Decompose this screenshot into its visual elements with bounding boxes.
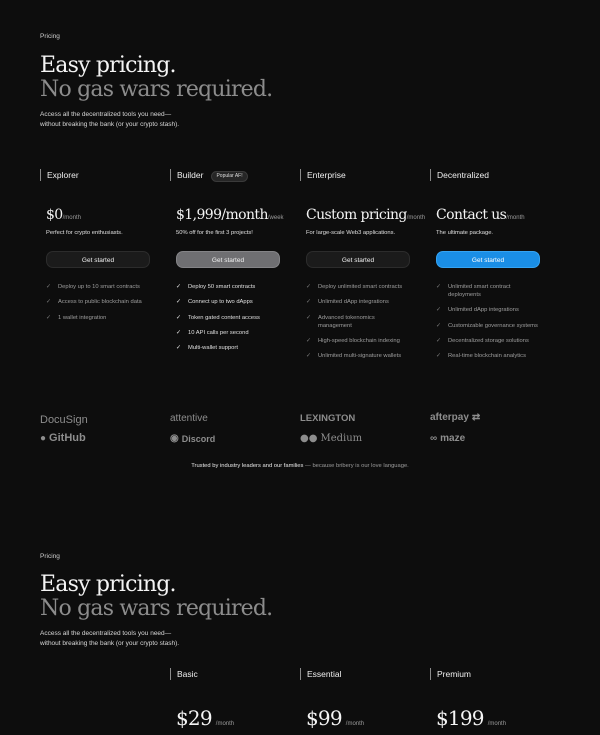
price-period: /month bbox=[487, 721, 507, 727]
feature-text: Unlimited multi-signature wallets bbox=[318, 353, 402, 360]
trusted-strong: Trusted by industry leaders and our families bbox=[191, 463, 304, 469]
price-amount: $1,999/month bbox=[176, 207, 268, 223]
feature-text: Real-time blockchain analytics bbox=[448, 353, 526, 360]
feature-text: Token gated content access bbox=[188, 314, 260, 321]
check-icon: ✓ bbox=[306, 337, 312, 344]
price-amount: Contact us bbox=[436, 207, 507, 223]
plan-name: Premium bbox=[430, 668, 471, 680]
plan-price bbox=[176, 706, 234, 730]
check-icon: ✓ bbox=[436, 284, 442, 290]
check-icon: ✓ bbox=[436, 307, 442, 314]
lexington-logo: LEXINGTON bbox=[300, 413, 356, 424]
discord-icon: ◉ bbox=[170, 433, 179, 444]
eyebrow-label: Pricing bbox=[40, 33, 60, 40]
price-amount: Custom pricing bbox=[306, 207, 407, 223]
check-icon: ✓ bbox=[436, 322, 442, 329]
feature-text: Connect up to two dApps bbox=[188, 299, 253, 306]
medium-icon: ●● bbox=[300, 433, 318, 444]
check-icon: ✓ bbox=[176, 284, 182, 290]
feature-text: Unlimited dApp integrations bbox=[318, 299, 389, 306]
afterpay-wordmark: afterpay bbox=[430, 412, 469, 423]
check-icon: ✓ bbox=[176, 299, 182, 306]
attentive-logo: attentive bbox=[170, 413, 208, 424]
lead-text bbox=[40, 629, 240, 649]
check-icon: ✓ bbox=[176, 345, 182, 352]
medium-wordmark: Medium bbox=[320, 433, 363, 444]
price-period: /month bbox=[345, 721, 365, 727]
page-title: Easy pricing. bbox=[40, 53, 176, 78]
page-subtitle: No gas wars required. bbox=[40, 596, 273, 621]
lead-line-2: without breaking the bank (or your crypto stash). bbox=[40, 121, 180, 128]
check-icon: ✓ bbox=[306, 314, 312, 321]
check-icon: ✓ bbox=[306, 284, 312, 290]
price-amount: $29 bbox=[176, 706, 212, 730]
check-icon: ✓ bbox=[436, 337, 442, 344]
feature-text: Unlimited smart contract deployments bbox=[448, 284, 511, 298]
price-period: /month bbox=[506, 215, 525, 221]
get-started-button-explorer[interactable]: Get started bbox=[46, 251, 150, 268]
plan-name: Essential bbox=[300, 668, 342, 680]
lead-line-1: Access all the decentralized tools you need— bbox=[40, 630, 172, 637]
check-icon: ✓ bbox=[436, 353, 442, 360]
plan-price bbox=[306, 706, 364, 730]
feature-text: Advanced tokenomics management bbox=[318, 314, 375, 329]
price-period: /month bbox=[62, 215, 81, 221]
plan-price bbox=[436, 706, 506, 730]
feature-text: Access to public blockchain data bbox=[58, 299, 142, 306]
eyebrow-label: Pricing bbox=[40, 553, 60, 560]
plan-tagline: For large-scale Web3 applications. bbox=[306, 230, 396, 236]
get-started-button-builder[interactable]: Get started bbox=[176, 251, 280, 268]
plan-name: Basic bbox=[170, 668, 198, 680]
feature-text: High-speed blockchain indexing bbox=[318, 337, 400, 344]
get-started-button-decentralized[interactable]: Get started bbox=[436, 251, 540, 268]
feature-text: 10 API calls per second bbox=[188, 329, 249, 336]
feature-text: Deploy up to 10 smart contracts bbox=[58, 284, 140, 290]
plan-tagline: Perfect for crypto enthusiasts. bbox=[46, 230, 123, 236]
trusted-rest: — because bribery is our love language. bbox=[303, 463, 409, 469]
check-icon: ✓ bbox=[306, 299, 312, 306]
lead-line-1: Access all the decentralized tools you need— bbox=[40, 111, 172, 118]
github-icon: ● bbox=[40, 432, 47, 444]
check-icon: ✓ bbox=[306, 353, 312, 360]
plan-name: Explorer bbox=[40, 169, 79, 181]
check-icon: ✓ bbox=[46, 314, 52, 321]
price-amount: $199 bbox=[436, 706, 484, 730]
page-subtitle: No gas wars required. bbox=[40, 77, 273, 102]
maze-wordmark: maze bbox=[440, 433, 466, 444]
docusign-logo: DocuSign bbox=[40, 414, 88, 426]
price-period: /month bbox=[215, 721, 235, 727]
plan-name: Decentralized bbox=[430, 169, 489, 181]
plan-tagline: The ultimate package. bbox=[436, 230, 494, 236]
price-period: /month bbox=[406, 215, 426, 221]
feature-text: 1 wallet integration bbox=[58, 314, 107, 321]
check-icon: ✓ bbox=[176, 329, 182, 336]
github-wordmark: GitHub bbox=[49, 432, 86, 444]
feature-text: Deploy unlimited smart contracts bbox=[318, 284, 403, 290]
check-icon: ✓ bbox=[46, 284, 52, 290]
page-title: Easy pricing. bbox=[40, 572, 176, 597]
feature-text: Customizable governance systems bbox=[448, 322, 538, 329]
feature-text: Decentralized storage solutions bbox=[448, 337, 529, 344]
get-started-button-enterprise[interactable]: Get started bbox=[306, 251, 410, 268]
maze-icon: ∞ bbox=[430, 433, 438, 444]
popular-badge: Popular AF! bbox=[211, 171, 247, 182]
price-amount: $0 bbox=[46, 207, 63, 223]
plan-tagline: 50% off for the first 3 projects! bbox=[176, 230, 253, 236]
price-amount: $99 bbox=[306, 706, 342, 730]
lead-line-2: without breaking the bank (or your crypto stash). bbox=[40, 640, 180, 647]
plan-name: Builder bbox=[177, 170, 204, 180]
plan-name: Enterprise bbox=[300, 169, 346, 181]
check-icon: ✓ bbox=[46, 299, 52, 306]
feature-text: Multi-wallet support bbox=[188, 345, 238, 352]
discord-wordmark: Discord bbox=[181, 433, 216, 444]
feature-text: Deploy 50 smart contracts bbox=[188, 284, 256, 290]
feature-text: Unlimited dApp integrations bbox=[448, 307, 519, 314]
check-icon: ✓ bbox=[176, 314, 182, 321]
price-period: /week bbox=[267, 215, 284, 221]
afterpay-icon: ⇄ bbox=[471, 412, 481, 423]
